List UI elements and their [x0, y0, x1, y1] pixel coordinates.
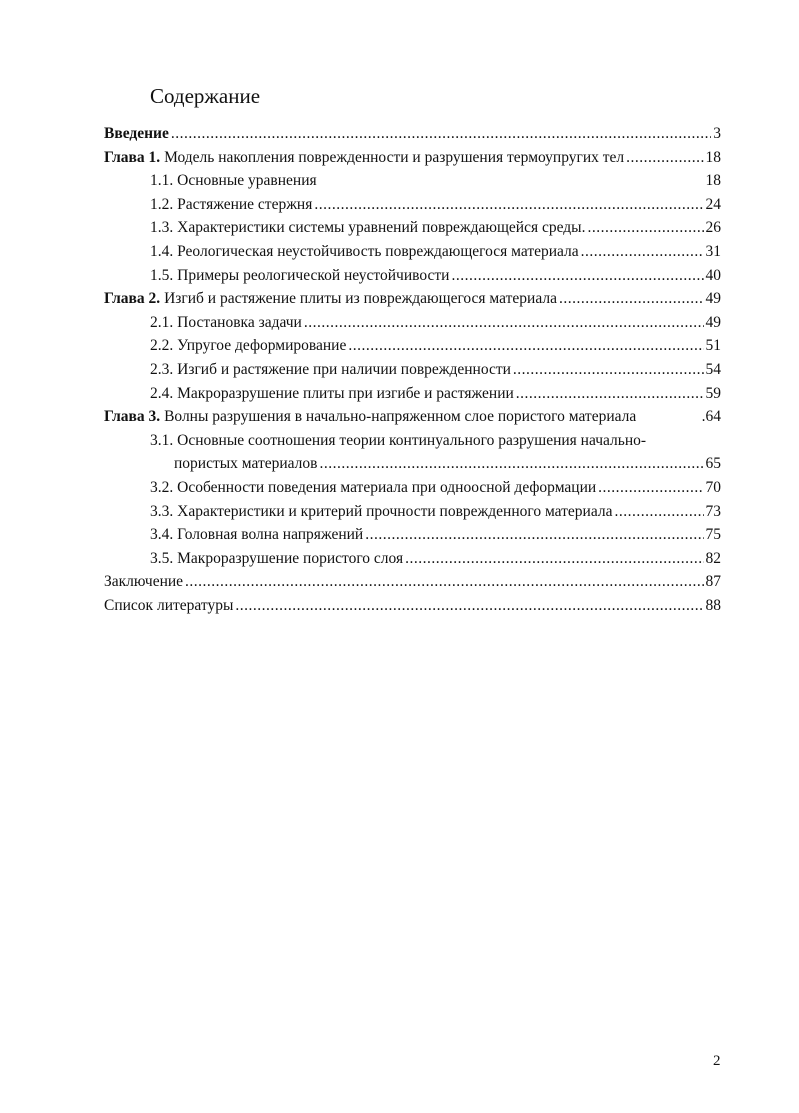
toc-entry-chapter-label: Введение [104, 125, 169, 142]
toc-entry-title [104, 570, 183, 594]
toc-entry-text: Волны разрушения в начально-напряженном слое пористого материала [160, 408, 637, 426]
toc-entry-leader-dots [451, 264, 703, 288]
toc-entry-title [150, 476, 596, 500]
toc-entry-title [150, 334, 346, 358]
toc-entry [104, 429, 721, 453]
toc-entry-text: 1.5. Примеры реологической неустойчивости [150, 266, 450, 284]
toc-entry-leader-dots [319, 452, 703, 476]
toc-entry-title [174, 452, 317, 476]
toc-entry-chapter-label: Глава 3. [104, 408, 161, 426]
toc-entry-page: 59 [705, 384, 721, 402]
page-title: Содержание [150, 84, 261, 108]
toc-entry [104, 523, 721, 547]
toc-entry [104, 216, 721, 240]
table-of-contents [104, 122, 721, 617]
toc-entry [104, 146, 721, 170]
toc-entry [104, 500, 721, 524]
toc-entry-title [150, 523, 363, 547]
toc-entry-chapter-label: Глава 2. [104, 290, 161, 308]
toc-entry-page: 18 [705, 148, 721, 166]
toc-entry-page: 18 [705, 172, 721, 190]
toc-entry-title [150, 193, 312, 217]
toc-entry-text: Список литературы [104, 596, 234, 614]
toc-entry [104, 193, 721, 217]
toc-entry-leader-dots [365, 523, 703, 547]
toc-entry-title [150, 382, 514, 406]
toc-entry-title [150, 216, 585, 240]
toc-entry-title [104, 287, 557, 311]
toc-entry-page: 70 [705, 478, 721, 496]
toc-entry-page: 26 [705, 219, 721, 237]
toc-entry-page: 49 [705, 290, 721, 308]
toc-entry-text: 2.3. Изгиб и растяжение при наличии поврежденности [150, 360, 511, 378]
toc-entry [104, 594, 721, 618]
toc-entry-title [104, 122, 169, 146]
toc-entry-text: пористых материалов [174, 455, 318, 473]
toc-entry-leader-dots [587, 216, 703, 240]
toc-entry-page: 3 [713, 125, 721, 142]
toc-entry-page: 65 [705, 455, 721, 473]
toc-entry-text: 3.3. Характеристики и критерий прочности поврежденного материала [150, 502, 613, 520]
toc-entry [104, 547, 721, 571]
toc-entry-text: Модель накопления поврежденности и разрушения термоупругих тел [160, 148, 625, 166]
toc-entry-text: 2.4. Макроразрушение плиты при изгибе и растяжении [150, 384, 514, 402]
toc-entry-text: 2.1. Постановка задачи [150, 313, 302, 331]
toc-entry-text: Изгиб и растяжение плиты из повреждающегося материала [160, 290, 557, 308]
toc-entry-title [104, 146, 624, 170]
toc-entry [104, 334, 721, 358]
toc-entry-leader-dots [171, 122, 711, 146]
toc-entry-title [104, 405, 636, 429]
toc-entry-page: 40 [705, 266, 721, 284]
toc-entry [104, 476, 721, 500]
toc-entry-leader-dots [513, 358, 704, 382]
toc-entry-page: 24 [705, 195, 721, 213]
toc-entry-leader-dots [235, 594, 703, 618]
toc-entry [104, 382, 721, 406]
toc-entry [104, 358, 721, 382]
toc-entry-title [150, 547, 403, 571]
toc-entry-text: Заключение [104, 573, 184, 591]
toc-entry-text: 3.1. Основные соотношения теории континуального разрушения начально- [150, 431, 647, 449]
toc-entry [104, 169, 721, 193]
toc-entry-chapter-label: Глава 1. [104, 148, 161, 166]
toc-entry [104, 264, 721, 288]
toc-entry-leader-dots [314, 193, 703, 217]
toc-entry [104, 452, 721, 476]
toc-entry-leader-dots [598, 476, 703, 500]
toc-entry-leader-dots [581, 240, 704, 264]
toc-entry-title [150, 358, 511, 382]
toc-entry-text: 1.2. Растяжение стержня [150, 195, 313, 213]
toc-entry [104, 287, 721, 311]
toc-entry-text: 3.2. Особенности поведения материала при одноосной деформации [150, 478, 597, 496]
toc-entry-leader-dots [304, 311, 704, 335]
toc-entry-page: 88 [705, 596, 721, 614]
toc-entry-title [150, 500, 612, 524]
toc-entry-page: 49 [705, 313, 721, 331]
toc-entry-page: 54 [705, 360, 721, 378]
toc-entry-page: 87 [705, 573, 721, 591]
toc-entry-leader-dots [614, 500, 703, 524]
toc-entry-text: 2.2. Упругое деформирование [150, 337, 347, 355]
toc-entry-text: 3.5. Макроразрушение пористого слоя [150, 549, 404, 567]
toc-entry [104, 311, 721, 335]
toc-entry-title [150, 240, 579, 264]
toc-entry-text: 1.1. Основные уравнения [150, 172, 317, 190]
toc-entry-title [150, 264, 449, 288]
toc-entry-text: 1.4. Реологическая неустойчивость повреждающегося материала [150, 242, 579, 260]
toc-entry [104, 122, 721, 146]
toc-entry-page: 73 [705, 502, 721, 520]
toc-entry-text: 1.3. Характеристики системы уравнений повреждающейся среды. [150, 219, 586, 237]
toc-entry-leader-dots [516, 382, 704, 406]
toc-entry-page: 75 [705, 526, 721, 544]
toc-entry-text: 3.4. Головная волна напряжений [150, 526, 364, 544]
toc-entry [104, 405, 721, 429]
toc-entry-title [150, 169, 317, 193]
toc-entry-page: 51 [705, 337, 721, 355]
toc-entry-leader-dots [405, 547, 703, 571]
toc-entry-leader-dots [348, 334, 703, 358]
toc-entry-leader-dots [185, 570, 703, 594]
toc-entry-leader-dots [626, 146, 703, 170]
toc-entry-title [104, 594, 233, 618]
toc-entry-page: 31 [705, 242, 721, 260]
page-number: 2 [713, 1053, 721, 1069]
toc-entry-leader-dots [559, 287, 704, 311]
toc-entry [104, 570, 721, 594]
toc-entry [104, 240, 721, 264]
toc-entry-page: .64 [701, 408, 721, 426]
toc-entry-title [150, 429, 646, 453]
toc-entry-title [150, 311, 302, 335]
toc-entry-page: 82 [705, 549, 721, 567]
